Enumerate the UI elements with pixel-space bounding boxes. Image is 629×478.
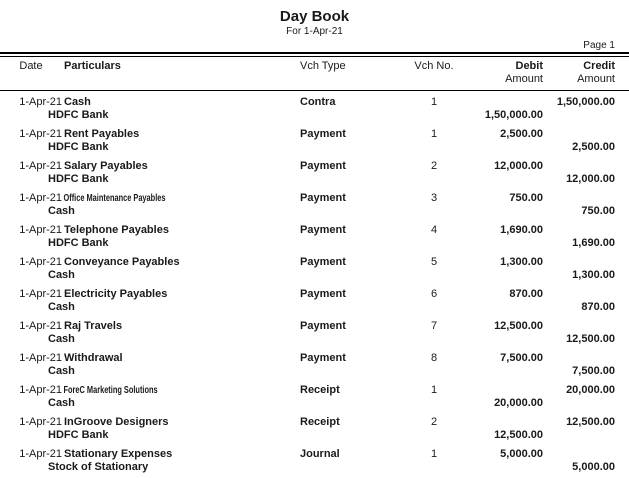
entry-credit-amount (543, 288, 615, 301)
entry-vch-no: 1 (430, 448, 438, 460)
entry-account: Cash (48, 397, 75, 409)
entry-account-credit-amount: 12,000.00 (566, 173, 615, 185)
entry-particulars: Rent Payables (64, 128, 140, 140)
entry-particulars: Stationary Expenses (64, 448, 173, 460)
report-subtitle: For 1-Apr-21 (286, 26, 343, 37)
entry-date: 1-Apr-21 (19, 224, 62, 236)
entry-debit-amount (468, 384, 543, 397)
entry-account-credit-amount (543, 397, 615, 410)
entry-debit-amount: 7,500.00 (500, 352, 543, 364)
entry-account-row (0, 109, 629, 122)
page-number: Page 1 (583, 40, 615, 51)
entry-account-credit-amount: 2,500.00 (572, 141, 615, 153)
entry-credit-amount (543, 160, 615, 173)
entry-account-credit-amount: 870.00 (581, 301, 615, 313)
entry-account-debit-amount (468, 237, 543, 250)
entry-particulars: Office Maintenance Payables (63, 193, 166, 204)
entry-credit-amount (543, 192, 615, 205)
entry-account-credit-amount (543, 109, 615, 122)
entry-account-debit-amount (468, 173, 543, 186)
entry-vch-no: 2 (430, 416, 438, 428)
entry-account-debit-amount: 1,50,000.00 (484, 109, 543, 121)
entry-date: 1-Apr-21 (19, 160, 62, 172)
entry-vch-no: 3 (430, 192, 438, 204)
entry-account-credit-amount: 750.00 (581, 205, 615, 217)
entry-debit-amount: 750.00 (509, 192, 543, 204)
column-subheader-debit-amount: Amount (505, 73, 543, 85)
entry-vch-type: Payment (300, 128, 346, 140)
entry-vch-type: Payment (300, 224, 346, 236)
column-header-credit: Credit (583, 60, 615, 72)
entry-account-credit-amount: 5,000.00 (572, 461, 615, 473)
entry-vch-type: Contra (300, 96, 336, 108)
entry-vch-type: Payment (300, 256, 346, 268)
entry-account-row (0, 269, 629, 282)
daybook-entry (0, 416, 629, 442)
entry-main-row (0, 224, 629, 237)
entry-account-debit-amount: 20,000.00 (494, 397, 543, 409)
entry-account-credit-amount: 1,690.00 (572, 237, 615, 249)
entry-account: Cash (48, 269, 75, 281)
entry-credit-amount (543, 448, 615, 461)
entry-date: 1-Apr-21 (19, 352, 62, 364)
entry-vch-no: 1 (430, 96, 438, 108)
daybook-entry (0, 256, 629, 282)
entry-account-credit-amount: 7,500.00 (572, 365, 615, 377)
entry-date: 1-Apr-21 (19, 128, 62, 140)
entry-vch-no: 5 (430, 256, 438, 268)
entry-particulars: Raj Travels (64, 320, 123, 332)
entry-debit-amount (468, 96, 543, 109)
entry-debit-amount (468, 416, 543, 429)
entry-account-debit-amount (468, 333, 543, 346)
entry-credit-amount (543, 256, 615, 269)
entry-account-row (0, 365, 629, 378)
entry-main-row (0, 160, 629, 173)
entry-account-debit-amount (468, 141, 543, 154)
table-header-amount-row (0, 73, 629, 86)
entry-vch-no: 6 (430, 288, 438, 300)
daybook-entry (0, 192, 629, 218)
entry-main-row (0, 192, 629, 205)
entry-debit-amount: 2,500.00 (500, 128, 543, 140)
entry-date: 1-Apr-21 (19, 288, 62, 300)
entry-account: HDFC Bank (48, 141, 109, 153)
entry-account: Cash (48, 205, 75, 217)
entry-vch-type: Payment (300, 192, 346, 204)
entry-vch-type: Payment (300, 160, 346, 172)
entry-credit-amount (543, 320, 615, 333)
entry-main-row (0, 352, 629, 365)
daybook-entry (0, 224, 629, 250)
entry-account: Cash (48, 365, 75, 377)
entry-main-row (0, 288, 629, 301)
daybook-entry (0, 160, 629, 186)
entry-credit-amount (543, 352, 615, 365)
entry-credit-amount: 12,500.00 (566, 416, 615, 428)
entry-account-row (0, 237, 629, 250)
entry-date: 1-Apr-21 (19, 192, 62, 204)
entry-particulars: ForeC Marketing Solutions (63, 385, 158, 396)
column-subheader-credit-amount: Amount (577, 73, 615, 85)
entry-account: Stock of Stationary (48, 461, 149, 473)
entry-particulars: Telephone Payables (64, 224, 169, 236)
entry-vch-no: 1 (430, 384, 438, 396)
entry-vch-type: Payment (300, 288, 346, 300)
entry-account-debit-amount: 12,500.00 (494, 429, 543, 441)
daybook-entry (0, 96, 629, 122)
entry-account: Cash (48, 301, 75, 313)
entry-date: 1-Apr-21 (19, 256, 62, 268)
entry-account: HDFC Bank (48, 173, 109, 185)
entry-account-debit-amount (468, 205, 543, 218)
entry-vch-no: 1 (430, 128, 438, 140)
entry-credit-amount (543, 224, 615, 237)
entry-main-row (0, 320, 629, 333)
entry-account-row (0, 301, 629, 314)
entry-particulars: InGroove Designers (64, 416, 169, 428)
entry-vch-no: 2 (430, 160, 438, 172)
entry-account: HDFC Bank (48, 429, 109, 441)
entry-debit-amount: 5,000.00 (500, 448, 543, 460)
entry-debit-amount: 1,300.00 (500, 256, 543, 268)
entry-account-row (0, 333, 629, 346)
entry-account-row (0, 205, 629, 218)
daybook-entry (0, 320, 629, 346)
entry-debit-amount: 1,690.00 (500, 224, 543, 236)
entry-main-row (0, 416, 629, 429)
entry-main-row (0, 384, 629, 397)
entry-vch-no: 7 (430, 320, 438, 332)
entry-account-debit-amount (468, 269, 543, 282)
entry-date: 1-Apr-21 (19, 448, 62, 460)
entry-main-row (0, 128, 629, 141)
entry-account-debit-amount (468, 461, 543, 474)
entry-debit-amount: 12,000.00 (494, 160, 543, 172)
entry-credit-amount (543, 128, 615, 141)
table-header-row (0, 60, 629, 73)
table-header (0, 57, 629, 90)
report-title: Day Book (279, 8, 350, 25)
entry-vch-type: Payment (300, 352, 346, 364)
entry-main-row (0, 96, 629, 109)
entry-date: 1-Apr-21 (19, 416, 62, 428)
column-header-vch-type: Vch Type (300, 60, 346, 72)
daybook-entry (0, 288, 629, 314)
entry-main-row (0, 448, 629, 461)
entry-account: Cash (48, 333, 75, 345)
entry-credit-amount: 1,50,000.00 (556, 96, 615, 108)
entry-vch-type: Payment (300, 320, 346, 332)
entry-vch-no: 4 (430, 224, 438, 236)
daybook-entry (0, 128, 629, 154)
entry-account-row (0, 397, 629, 410)
entry-date: 1-Apr-21 (19, 96, 62, 108)
entry-account-credit-amount: 1,300.00 (572, 269, 615, 281)
entry-particulars: Conveyance Payables (64, 256, 180, 268)
entry-particulars: Electricity Payables (64, 288, 168, 300)
entry-vch-type: Journal (300, 448, 340, 460)
column-header-debit: Debit (515, 60, 543, 72)
entry-vch-no: 8 (430, 352, 438, 364)
entry-vch-type: Receipt (300, 384, 340, 396)
entry-account-row (0, 429, 629, 442)
entry-account-row (0, 141, 629, 154)
entry-vch-type: Receipt (300, 416, 340, 428)
entry-account-debit-amount (468, 301, 543, 314)
entry-credit-amount: 20,000.00 (566, 384, 615, 396)
entry-account: HDFC Bank (48, 109, 109, 121)
entry-date: 1-Apr-21 (19, 384, 62, 396)
entry-particulars: Salary Payables (64, 160, 148, 172)
entries (0, 91, 629, 474)
entry-account: HDFC Bank (48, 237, 109, 249)
column-header-particulars: Particulars (64, 60, 121, 72)
entry-debit-amount: 12,500.00 (494, 320, 543, 332)
entry-account-row (0, 461, 629, 474)
daybook-entry (0, 384, 629, 410)
entry-debit-amount: 870.00 (509, 288, 543, 300)
entry-particulars: Withdrawal (64, 352, 123, 364)
entry-account-debit-amount (468, 365, 543, 378)
entry-main-row (0, 256, 629, 269)
column-header-vch-no: Vch No. (414, 60, 454, 72)
entry-account-row (0, 173, 629, 186)
entry-account-credit-amount (543, 429, 615, 442)
entry-account-credit-amount: 12,500.00 (566, 333, 615, 345)
entry-date: 1-Apr-21 (19, 320, 62, 332)
column-header-date: Date (19, 60, 43, 72)
entry-particulars: Cash (64, 96, 91, 108)
daybook-entry (0, 448, 629, 474)
daybook-entry (0, 352, 629, 378)
